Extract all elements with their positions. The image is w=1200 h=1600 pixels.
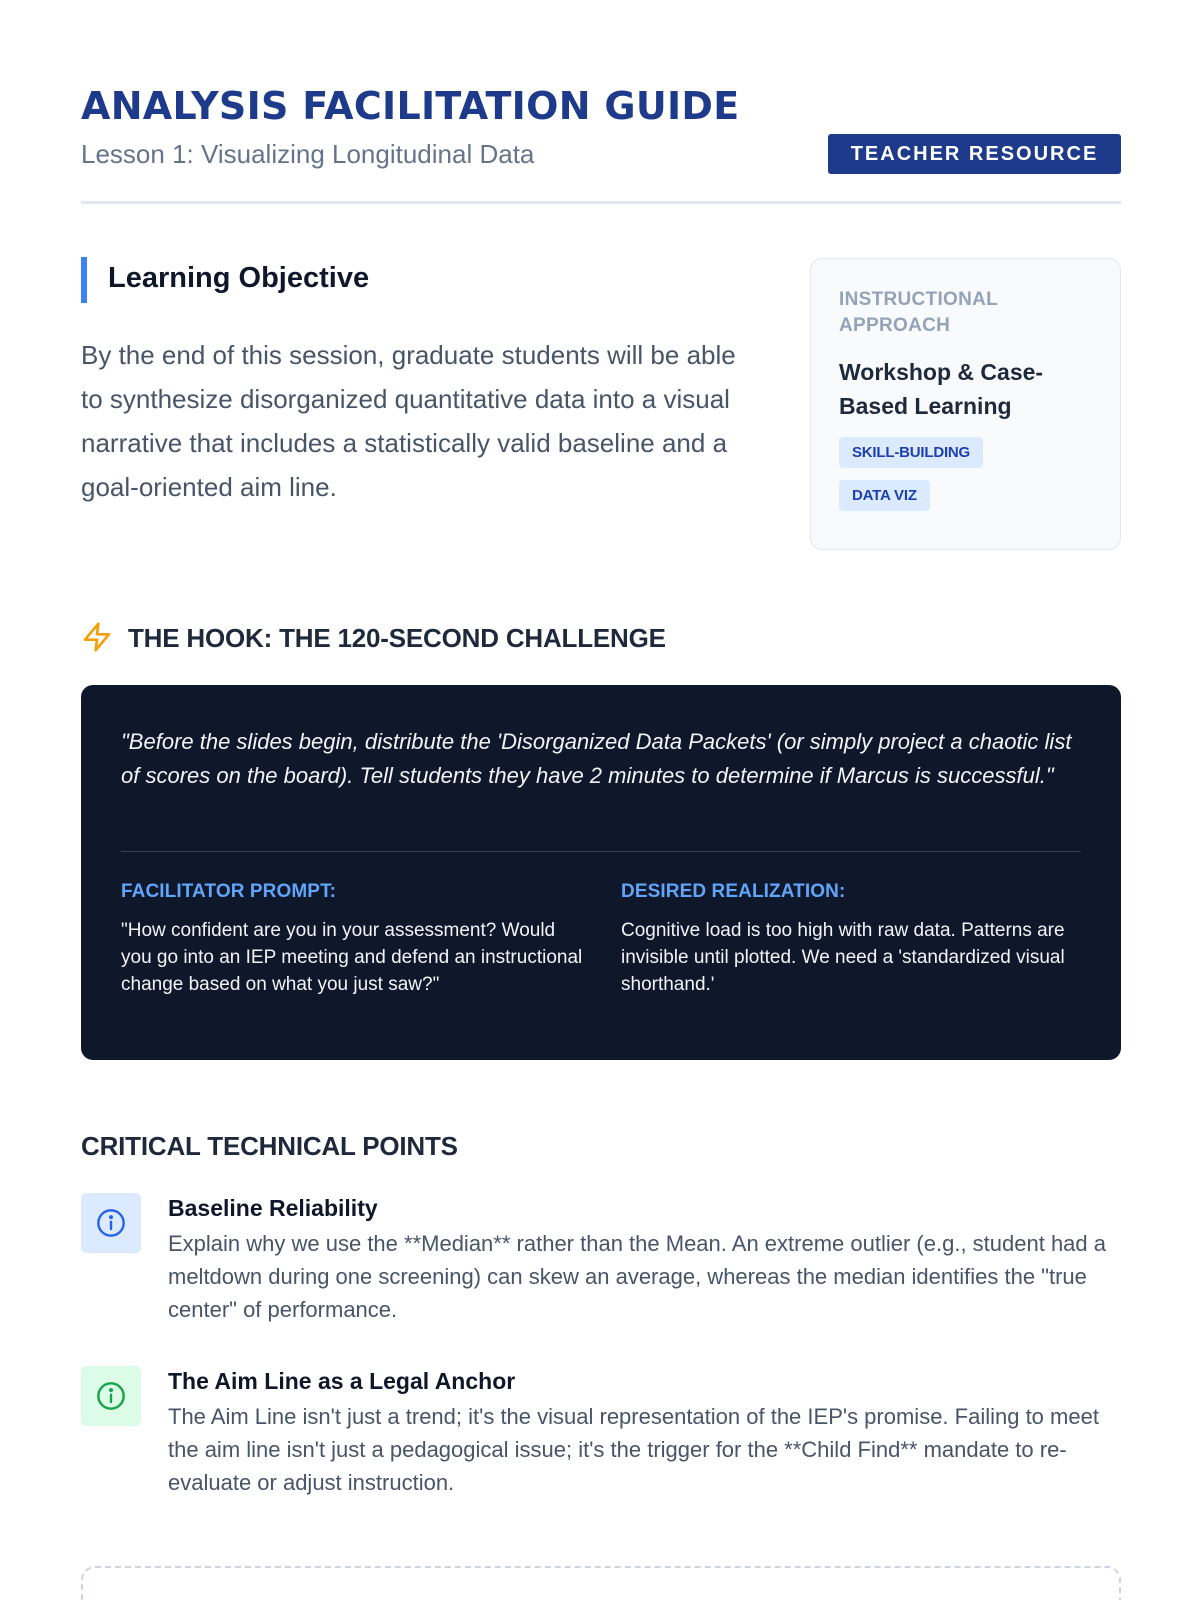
objective-text: By the end of this session, graduate students will be able to synthesize disorganized quantitative data into a visual narrative that includes a statistically valid baseline and a goal-oriented aim line. (81, 340, 736, 502)
objective-accent-bar (81, 257, 87, 303)
facilitator-prompt-title: FACILITATOR PROMPT: (121, 881, 337, 902)
info-icon (95, 1207, 127, 1239)
info-icon-badge (81, 1366, 141, 1426)
point-text: Explain why we use the **Median** rather than the Mean. An extreme outlier (e.g., student had a meltdown during one screening) can skew an average, whereas the median identifies the "true center" of performance. (168, 1231, 1106, 1322)
hook-heading: THE HOOK: THE 120-SECOND CHALLENGE (128, 623, 666, 653)
point-title: The Aim Line as a Legal Anchor (168, 1368, 516, 1394)
info-icon-badge (81, 1193, 141, 1253)
facilitator-prompt (121, 881, 591, 998)
point-text: The Aim Line isn't just a trend; it's the visual representation of the IEP's promise. Failing to meet the aim line isn't just a pedagogical issue; it's the trigger for the **Child Find** mandate to re-evaluate or adjust instruction. (168, 1404, 1099, 1495)
point-title: Baseline Reliability (168, 1195, 378, 1221)
instructional-approach-card (810, 258, 1121, 550)
header-divider (81, 201, 1121, 204)
tag-data-viz: DATA VIZ (839, 480, 930, 511)
page-subtitle: Lesson 1: Visualizing Longitudinal Data (81, 139, 535, 169)
desired-realization-title: DESIRED REALIZATION: (621, 881, 846, 902)
page-title: ANALYSIS FACILITATION GUIDE (81, 84, 740, 128)
hook-quote: "Before the slides begin, distribute the 'Disorganized Data Packets' (or simply project a chaotic list of scores on the board). Tell students they have 2 minutes to determine if Marcus is successful." (121, 729, 1072, 788)
approach-label: INSTRUCTIONAL APPROACH (839, 289, 998, 336)
desired-realization (621, 881, 1091, 998)
dashed-placeholder-box (81, 1566, 1121, 1600)
objective-heading: Learning Objective (108, 262, 370, 294)
lightning-icon (81, 620, 113, 654)
info-icon (95, 1380, 127, 1412)
facilitator-prompt-text: "How confident are you in your assessment? Would you go into an IEP meeting and defend an instructional change based on what you just saw?" (121, 920, 583, 995)
desired-realization-text: Cognitive load is too high with raw data. Patterns are invisible until plotted. We need a 'standardized visual shorthand.' (621, 920, 1065, 995)
approach-value: Workshop & Case-Based Learning (839, 359, 1044, 419)
critical-points-heading: CRITICAL TECHNICAL POINTS (81, 1131, 458, 1161)
hook-card (81, 685, 1121, 1060)
hook-divider (121, 851, 1081, 852)
tag-skill-building: SKILL-BUILDING (839, 437, 983, 468)
teacher-resource-badge: TEACHER RESOURCE (828, 134, 1121, 174)
